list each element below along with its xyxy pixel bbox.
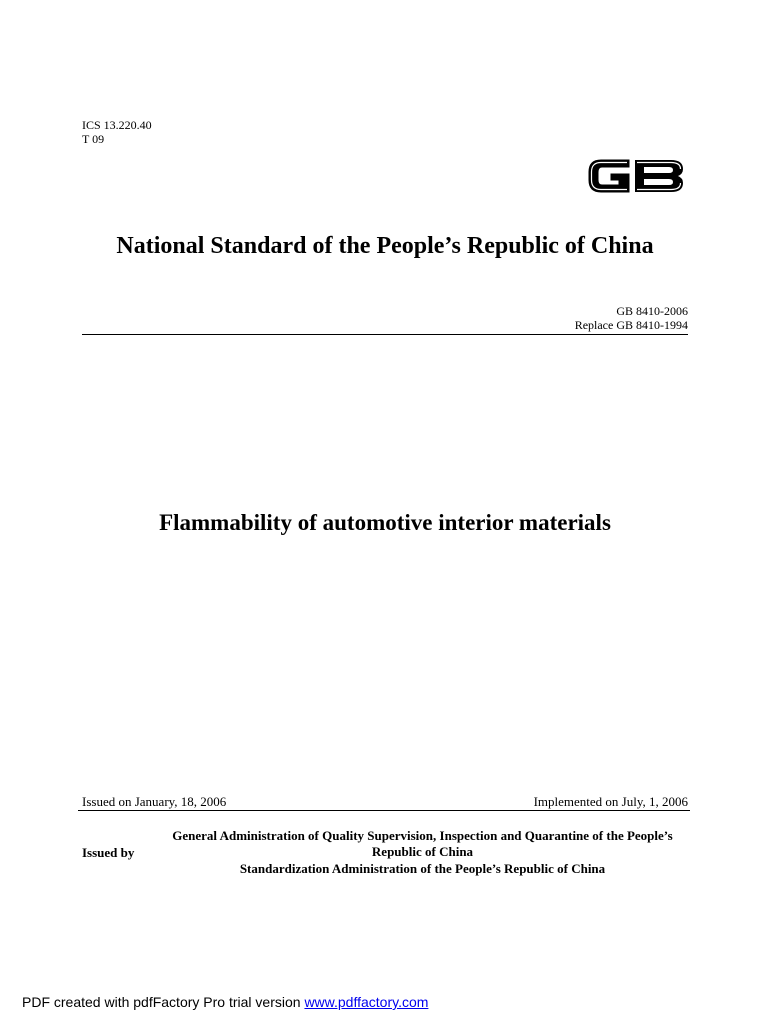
- issuer-aqsiq: General Administration of Quality Supervision, Inspection and Quarantine of the People’s Republic of China: [172, 828, 673, 859]
- issuer-sac: Standardization Administration of the People’s Republic of China: [239, 861, 606, 876]
- ics-code: ICS 13.220.40: [82, 118, 152, 132]
- standard-subject: Flammability of automotive interior materials: [159, 510, 611, 535]
- replaces-standard: Replace GB 8410-1994: [574, 318, 688, 332]
- implementation-date: Implemented on July, 1, 2006: [533, 794, 688, 809]
- header-divider: [82, 334, 688, 335]
- pdffactory-link[interactable]: www.pdffactory.com: [304, 994, 429, 1010]
- issued-by-label: Issued by: [82, 845, 135, 860]
- standard-number: GB 8410-2006: [616, 304, 688, 318]
- gb-logo-letter-g: [589, 160, 629, 192]
- document-title: National Standard of the People’s Republic of China: [116, 233, 654, 259]
- footer-text: PDF created with pdfFactory Pro trial version: [22, 994, 305, 1010]
- issue-date: Issued on January, 18, 2006: [82, 794, 227, 809]
- gb-logo: [585, 152, 687, 198]
- gb-logo-letter-b: [635, 160, 683, 192]
- classification-code: T 09: [82, 132, 105, 146]
- dates-divider: [78, 810, 690, 811]
- pdf-footer: [22, 994, 428, 1010]
